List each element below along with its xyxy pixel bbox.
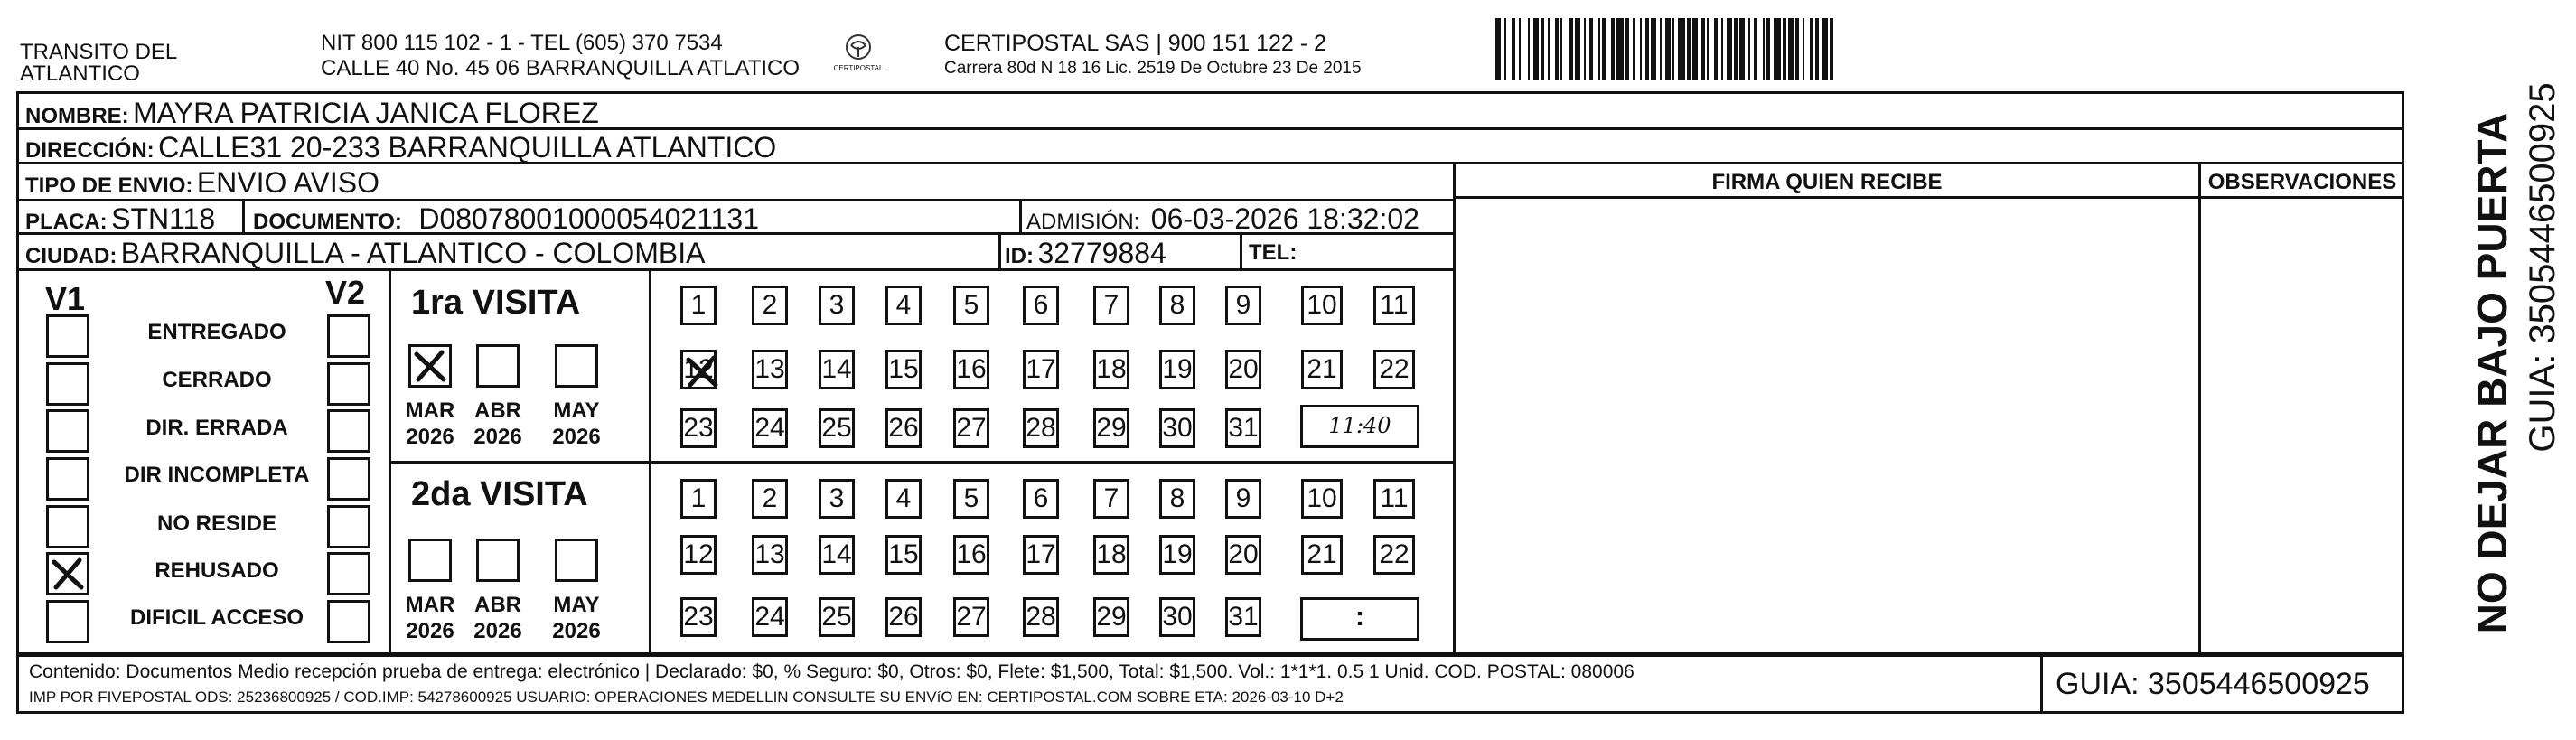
id-label: ID: (1005, 244, 1034, 268)
sender-nit: NIT 800 115 102 - 1 - TEL (605) 370 7534 (321, 31, 723, 55)
side-panel (2405, 82, 2576, 655)
v2-checkbox[interactable] (327, 552, 370, 595)
day-box[interactable] (819, 597, 855, 637)
month-label: ABR (474, 593, 521, 617)
year-label: 2026 (552, 425, 601, 449)
v1-checkbox[interactable] (46, 600, 89, 643)
barcode (1495, 18, 2037, 80)
month-checkbox[interactable] (408, 344, 452, 388)
day-box[interactable] (680, 408, 717, 448)
day-number: 3 (829, 483, 845, 513)
day-number: 5 (963, 290, 979, 320)
day-number: 15 (888, 539, 919, 569)
day-box[interactable] (1225, 350, 1261, 389)
year-label: 2026 (473, 619, 522, 643)
year-label: 2026 (406, 425, 454, 449)
day-number: 30 (1162, 602, 1193, 632)
day-number: 25 (821, 602, 852, 632)
tipo-envio-value: ENVIO AVISO (196, 166, 379, 199)
day-number: 9 (1235, 290, 1251, 320)
v1-checkbox[interactable] (46, 505, 89, 548)
day-box[interactable] (1023, 286, 1059, 325)
day-number: 31 (1228, 413, 1259, 443)
day-number: 12 (683, 539, 714, 569)
day-number: 17 (1026, 354, 1056, 384)
day-box[interactable] (752, 597, 788, 637)
v2-checkbox[interactable] (327, 600, 370, 643)
status-option-no-reside: NO RESIDE (156, 511, 277, 536)
footer-contenido: Contenido: Documentos Medio recepción prueba de entrega: electrónico | Declarado: $0, % Seguro: $0, Otros: $0, Flete: $1,500, Total: $1,500. Vol.: 1*1*1. 0.5 1 Unid. COD. POSTAL: 080006 (29, 661, 1635, 682)
day-number: 16 (956, 539, 987, 569)
day-number: 28 (1026, 602, 1056, 632)
direccion-field (25, 133, 776, 162)
day-number: 13 (754, 354, 785, 384)
day-number: 6 (1033, 290, 1049, 320)
ciudad-value: BARRANQUILLA - ATLANTICO - COLOMBIA (120, 237, 706, 269)
day-number: 20 (1228, 539, 1259, 569)
footer-imp: IMP POR FIVEPOSTAL ODS: 25236800925 / COD.IMP: 54278600925 USUARIO: OPERACIONES MEDELLIN CONSULTE SU ENVíO EN: CERTIPOSTAL.COM SOBRE ETA: 2026-03-10 D+2 (29, 688, 1344, 706)
first-visit-time-box[interactable] (1300, 405, 1419, 448)
day-box[interactable] (819, 479, 855, 519)
day-box[interactable] (1159, 535, 1195, 575)
company-line: CERTIPOSTAL SAS | 900 151 122 - 2 (944, 31, 1326, 56)
day-number: 5 (963, 483, 979, 513)
documento-value: D08078001000054021131 (418, 202, 760, 235)
day-number: 18 (1096, 539, 1127, 569)
v1-label: V1 (45, 280, 86, 317)
sender-name-line2: ATLANTICO (20, 61, 140, 86)
day-box[interactable] (752, 479, 788, 519)
day-box[interactable] (1301, 350, 1343, 389)
id-value: 32779884 (1037, 237, 1166, 269)
day-number: 10 (1307, 483, 1337, 513)
day-box[interactable] (1373, 350, 1415, 389)
day-number: 14 (821, 539, 852, 569)
day-box[interactable] (819, 408, 855, 448)
year-label: 2026 (473, 425, 522, 449)
day-box[interactable] (1023, 597, 1059, 637)
v1-checkbox[interactable] (46, 552, 89, 595)
day-box[interactable] (885, 479, 922, 519)
month-checkbox[interactable] (408, 539, 452, 582)
tipo-envio-field (25, 168, 379, 197)
day-box[interactable] (819, 535, 855, 575)
month-label: MAY (553, 398, 600, 423)
day-box[interactable] (1159, 286, 1195, 325)
day-number: 7 (1103, 483, 1119, 513)
month-label: ABR (474, 398, 521, 423)
day-box[interactable] (1159, 408, 1195, 448)
day-box[interactable] (680, 350, 717, 389)
day-number: 24 (754, 413, 785, 443)
v2-checkbox[interactable] (327, 362, 370, 406)
day-box[interactable] (752, 408, 788, 448)
status-option-entregado: ENTREGADO (147, 320, 286, 344)
day-number: 6 (1033, 483, 1049, 513)
day-box[interactable] (680, 286, 717, 325)
month-checkbox[interactable] (476, 344, 520, 388)
status-option-dir-errada: DIR. ERRADA (145, 416, 288, 440)
day-box[interactable] (819, 350, 855, 389)
day-box[interactable] (1373, 479, 1415, 519)
placa-field (25, 204, 215, 233)
day-box[interactable] (1093, 535, 1129, 575)
day-number: 31 (1228, 602, 1259, 632)
day-box[interactable] (1159, 350, 1195, 389)
admision-value: 06-03-2026 18:32:02 (1150, 202, 1419, 235)
documento-field (253, 204, 759, 233)
day-box[interactable] (1373, 286, 1415, 325)
day-number: 11 (1380, 483, 1409, 513)
status-option-rehusado: REHUSADO (155, 558, 279, 583)
year-label: 2026 (552, 619, 601, 643)
day-number: 8 (1169, 483, 1185, 513)
second-visit-title: 2da VISITA (411, 475, 588, 513)
second-visit-time-box[interactable] (1300, 597, 1419, 641)
day-box[interactable] (1159, 479, 1195, 519)
logo-text: CERTIPOSTAL (833, 64, 884, 72)
id-field (1005, 239, 1166, 267)
day-box[interactable] (953, 479, 989, 519)
certipostal-logo (829, 33, 887, 78)
ciudad-field (25, 239, 705, 267)
month-label: MAR (405, 398, 455, 423)
v2-label: V2 (325, 274, 366, 311)
day-number: 13 (754, 539, 785, 569)
v2-checkbox[interactable] (327, 314, 370, 358)
tel-label: TEL: (1249, 240, 1297, 265)
day-number: 22 (1379, 539, 1410, 569)
day-number: 4 (895, 483, 912, 513)
day-number: 16 (956, 354, 987, 384)
day-box[interactable] (752, 286, 788, 325)
day-number: 24 (754, 602, 785, 632)
day-box[interactable] (680, 597, 717, 637)
day-number: 27 (956, 413, 987, 443)
placa-label: PLACA: (25, 210, 108, 234)
day-number: 7 (1103, 290, 1119, 320)
day-box[interactable] (953, 408, 989, 448)
day-number: 30 (1162, 413, 1193, 443)
year-label: 2026 (406, 619, 454, 643)
day-box[interactable] (1093, 597, 1129, 637)
month-checkbox[interactable] (476, 539, 520, 582)
day-number: 2 (762, 290, 778, 320)
day-number: 11 (1380, 290, 1409, 320)
day-box[interactable] (1225, 286, 1261, 325)
day-number: 26 (888, 413, 919, 443)
first-visit-time: 11:40 (1328, 413, 1391, 438)
month-label: MAY (553, 593, 600, 617)
day-number: 15 (888, 354, 919, 384)
day-number: 27 (956, 602, 987, 632)
side-guia: GUIA: 3505446500925 (2523, 82, 2562, 453)
day-box[interactable] (1093, 479, 1129, 519)
day-number: 26 (888, 602, 919, 632)
month-label: MAR (405, 593, 455, 617)
day-number: 3 (829, 290, 845, 320)
v1-checkbox[interactable] (46, 409, 89, 453)
day-number: 10 (1307, 290, 1337, 320)
day-number: 17 (1026, 539, 1056, 569)
day-box[interactable] (1225, 535, 1261, 575)
day-box[interactable] (885, 350, 922, 389)
day-number: 25 (821, 413, 852, 443)
day-box[interactable] (752, 535, 788, 575)
day-box[interactable] (819, 286, 855, 325)
day-box[interactable] (1023, 479, 1059, 519)
day-box[interactable] (1225, 479, 1261, 519)
day-number: 4 (895, 290, 912, 320)
placa-value: STN118 (111, 202, 216, 235)
v1-checkbox[interactable] (46, 314, 89, 358)
day-box[interactable] (1093, 350, 1129, 389)
sender-name-line1: TRANSITO DEL (20, 40, 178, 64)
day-box[interactable] (1301, 286, 1343, 325)
ciudad-label: CIUDAD: (25, 244, 117, 268)
day-box[interactable] (1023, 408, 1059, 448)
day-number: 22 (1379, 354, 1410, 384)
day-box[interactable] (1373, 535, 1415, 575)
license-line: Carrera 80d N 18 16 Lic. 2519 De Octubre 23 De 2015 (944, 59, 1362, 78)
direccion-value: CALLE31 20-233 BARRANQUILLA ATLANTICO (158, 131, 777, 164)
day-box[interactable] (885, 597, 922, 637)
v2-checkbox[interactable] (327, 409, 370, 453)
v1-checkbox[interactable] (46, 362, 89, 406)
day-box[interactable] (752, 350, 788, 389)
month-checkbox[interactable] (555, 539, 598, 582)
day-number: 20 (1228, 354, 1259, 384)
footer-guia: GUIA: 3505446500925 (2056, 667, 2370, 701)
side-warning: NO DEJAR BAJO PUERTA (2468, 112, 2515, 634)
day-number: 2 (762, 483, 778, 513)
day-box[interactable] (885, 286, 922, 325)
direccion-label: DIRECCIÓN: (25, 138, 155, 163)
nombre-value: MAYRA PATRICIA JANICA FLOREZ (133, 97, 599, 129)
day-number: 28 (1026, 413, 1056, 443)
day-number: 29 (1096, 413, 1127, 443)
day-box[interactable] (1225, 597, 1261, 637)
day-number: 12 (683, 354, 714, 384)
day-box[interactable] (1159, 597, 1195, 637)
v1-checkbox[interactable] (46, 457, 89, 501)
day-number: 21 (1307, 354, 1337, 384)
sender-address: CALLE 40 No. 45 06 BARRANQUILLA ATLATICO (321, 56, 801, 80)
day-box[interactable] (1093, 408, 1129, 448)
day-number: 9 (1235, 483, 1251, 513)
day-number: 18 (1096, 354, 1127, 384)
status-option-dificil-acceso: DIFICIL ACCESO (129, 605, 304, 630)
day-box[interactable] (680, 479, 717, 519)
documento-label: DOCUMENTO: (253, 210, 402, 234)
firma-header: FIRMA QUIEN RECIBE (1711, 170, 1943, 194)
day-number: 23 (683, 602, 714, 632)
day-box[interactable] (885, 408, 922, 448)
day-box[interactable] (953, 535, 989, 575)
day-number: 29 (1096, 602, 1127, 632)
day-box[interactable] (1225, 408, 1261, 448)
day-box[interactable] (953, 597, 989, 637)
second-visit-time-sep: : (1355, 602, 1364, 632)
day-number: 23 (683, 413, 714, 443)
nombre-field (25, 98, 599, 127)
day-number: 19 (1162, 539, 1193, 569)
day-box[interactable] (885, 535, 922, 575)
v2-checkbox[interactable] (327, 505, 370, 548)
observaciones-header: OBSERVACIONES (2207, 170, 2397, 194)
day-number: 21 (1307, 539, 1337, 569)
month-checkbox[interactable] (555, 344, 598, 388)
status-option-dir-incompleta: DIR INCOMPLETA (124, 463, 310, 487)
day-box[interactable] (1301, 479, 1343, 519)
day-box[interactable] (1023, 350, 1059, 389)
day-box[interactable] (1301, 535, 1343, 575)
v2-checkbox[interactable] (327, 457, 370, 501)
first-visit-title: 1ra VISITA (411, 284, 581, 322)
day-box[interactable] (680, 535, 717, 575)
day-number: 14 (821, 354, 852, 384)
day-number: 8 (1169, 290, 1185, 320)
status-option-cerrado: CERRADO (162, 368, 272, 392)
day-box[interactable] (1093, 286, 1129, 325)
day-box[interactable] (953, 286, 989, 325)
tipo-envio-label: TIPO DE ENVIO: (25, 173, 193, 198)
admision-field (1026, 204, 1419, 233)
day-number: 1 (690, 290, 707, 320)
day-box[interactable] (1023, 535, 1059, 575)
day-number: 1 (690, 483, 707, 513)
nombre-label: NOMBRE: (25, 104, 129, 128)
day-number: 19 (1162, 354, 1193, 384)
day-box[interactable] (953, 350, 989, 389)
admision-label: ADMISIÓN: (1026, 210, 1140, 234)
